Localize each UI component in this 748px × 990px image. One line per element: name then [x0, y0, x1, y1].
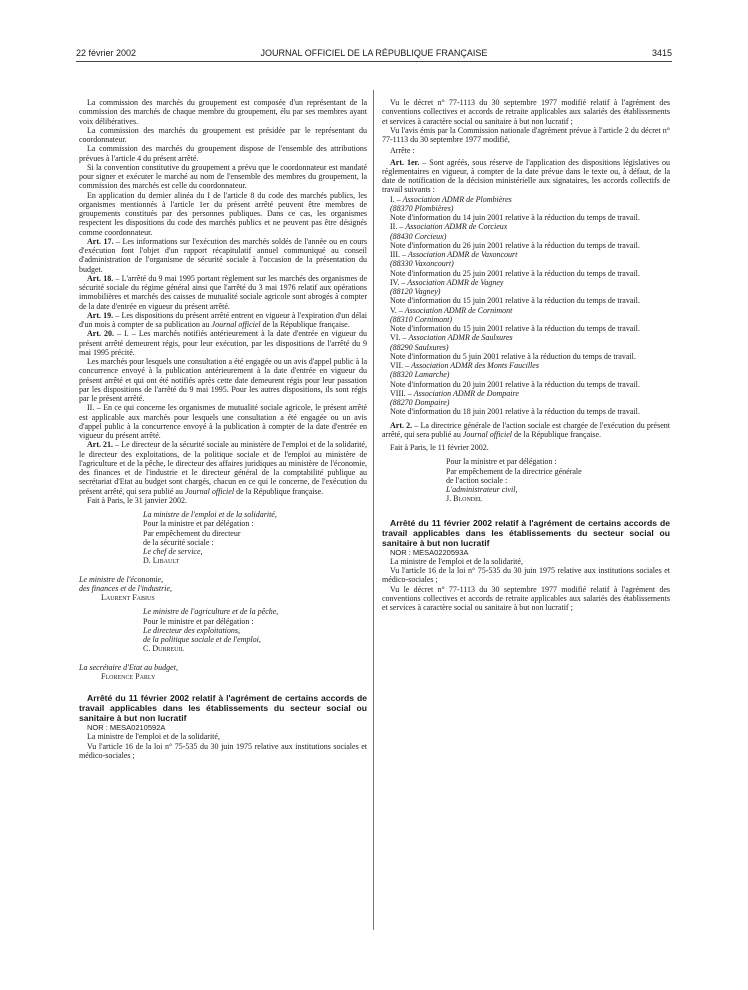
page-header [76, 48, 672, 62]
association-location: (88290 Saulxures) [390, 342, 449, 352]
signing-place-date: Fait à Paris, le 31 janvier 2002. [87, 495, 187, 505]
article-label: Art. 18. [87, 273, 114, 283]
article-label: Art. 20. [87, 329, 115, 339]
signature-block-emploi: La ministre de l'emploi et de la solidarité, Pour la ministre et par délégation : Par empêchement du directeur de la sécurité sociale : Le chef de service, D. Libault [135, 510, 367, 566]
association-location: (88330 Vaxoncourt) [390, 259, 454, 269]
decree-title: Arrêté du 11 février 2002 relatif à l'agrément de certains accords de travail applicables dans les établissements du secteur social ou sanitaire à but non lucratif [382, 517, 670, 548]
association-name: Association ADMR des Monts Faucilles [411, 361, 539, 370]
paragraph: La commission des marchés du groupement dispose de l'ensemble des attributions prévues à l'article 4 du présent arrêté. [79, 144, 367, 163]
article-17: Art. 17. – Les informations sur l'exécution des marchés soldés de l'année ou en cours d'exécution font l'objet d'un rapport récapitulatif annuel communiqué au conseil d'administration de l'organisme de sécurité sociale à l'occasion de la présentation du budget. [79, 236, 367, 274]
nor-reference: NOR : MESA0220593A [390, 547, 469, 557]
paragraph: La ministre de l'emploi et de la solidarité, [390, 556, 523, 566]
association-location: (88430 Corcieux) [390, 231, 447, 241]
note-information: Note d'information du 5 juin 2001 relative à la réduction du temps de travail. [390, 351, 636, 361]
article-label: Art. 17. [87, 236, 114, 246]
note-information: Note d'information du 15 juin 2001 relative à la réduction du temps de travail. [390, 296, 640, 306]
article-label: Art. 1er. [390, 157, 420, 167]
article-21: Art. 21. – Le directeur de la sécurité sociale au ministère de l'emploi et de la solidarité, le directeur des exploitations, de la politique sociale et de l'emploi au ministère de l'agriculture et de la pêche, le directeur des affaires juridiques au ministère de l'économie, des finances et de l'industrie et le directeur général de la comptabilité publique au secrétariat d'Etat au budget sont chargés, chacun en ce qui le concerne, de l'exécution du présent arrêté, qui sera publié au Journal officiel de la République française. [79, 440, 367, 496]
article-label: Art. 21. [87, 440, 114, 450]
signature-block-agriculture: Le ministre de l'agriculture et de la pêche, Pour le ministre et par délégation : Le directeur des exploitations, de la politique sociale et de l'emploi, C. Dubreuil [135, 607, 367, 653]
association-section: V. – Association ADMR de Cornimont (88310 Cornimont) Note d'information du 15 juin 2001 relative à la réduction du temps de travail. [382, 306, 670, 334]
association-name: Association ADMR de Vaxoncourt [408, 250, 518, 259]
paragraph: En application du dernier alinéa du I de l'article 8 du code des marchés publics, les organismes mentionnés à l'article 1er du présent arrêté peuvent être membres de groupements constitués par des personnes publiques. Dans ce cas, les organismes respectent les dispositions du code des marchés publics et ne peuvent pas être désignés comme coordonnateur. [79, 190, 367, 237]
paragraph: Si la convention constitutive du groupement a prévu que le coordonnateur est mandaté pour signer et exécuter le marché au nom de l'ensemble des membres du groupement, la commission des marchés est celle du coordonnateur. [79, 162, 367, 191]
paragraph: Vu l'article 16 de la loi n° 75-535 du 30 juin 1975 relative aux institutions sociales et médico-sociales ; [79, 741, 367, 760]
association-section: VIII. – Association ADMR de Dompaire (88270 Dompaire) Note d'information du 18 juin 2001 relative à la réduction du temps de travail. [382, 389, 670, 417]
note-information: Note d'information du 26 juin 2001 relative à la réduction du temps de travail. [390, 240, 640, 250]
right-column [382, 98, 670, 612]
association-name: Association ADMR de Corcieux [405, 222, 508, 232]
signatory-name: Florence Parly [101, 671, 156, 681]
association-location: (88270 Dompaire) [390, 398, 450, 407]
paragraph: La commission des marchés du groupement est présidée par le représentant du coordonnateur. [79, 125, 367, 144]
header-rule [76, 61, 672, 62]
paragraph: Vu le décret n° 77-1113 du 30 septembre 1977 modifié relatif à l'agrément des conventions collectives et accords de retraite applicables aux salariés des établissements et services à caractère social ou sanitaire à but non lucratif ; [382, 584, 670, 612]
association-section: III. – Association ADMR de Vaxoncourt (88330 Vaxoncourt) Note d'information du 25 juin 2001 relative à la réduction du temps de travail. [382, 250, 670, 278]
note-information: Note d'information du 14 juin 2001 relative à la réduction du temps de travail. [390, 213, 640, 222]
left-column [79, 98, 367, 760]
nor-reference: NOR : MESA0210592A [87, 723, 166, 732]
paragraph: II. – En ce qui concerne les organismes de mutualité sociale agricole, le présent arrêté est applicable aux marchés pour lesquels une consultation a été engagée ou un avis d'appel public à la concurrence envoyé à la publication à compter de la date d'entrée en vigueur du présent arrêté. [79, 403, 367, 440]
note-information: Note d'information du 25 juin 2001 relative à la réduction du temps de travail. [390, 268, 640, 278]
paragraph: La commission des marchés du groupement est composée d'un représentant de la commission des marchés de chaque membre du groupement, élu par ses membres ayant voix délibératives. [79, 98, 367, 126]
association-section: II. – Association ADMR de Corcieux (88430 Corcieux) Note d'information du 26 juin 2001 relative à la réduction du temps de travail. [382, 222, 670, 250]
association-section: I. – Association ADMR de Plombières (88370 Plombières) Note d'information du 14 juin 2001 relative à la réduction du temps de travail. [382, 195, 670, 223]
association-section: IV. – Association ADMR de Vagney (88120 Vagney) Note d'information du 15 juin 2001 relative à la réduction du temps de travail. [382, 278, 670, 306]
signing-place-date: Fait à Paris, le 11 février 2002. [390, 443, 489, 452]
note-information: Note d'information du 18 juin 2001 relative à la réduction du temps de travail. [390, 407, 640, 417]
arrete-heading: Arrête : [390, 146, 415, 156]
signatory-name: C. Dubreuil [143, 644, 185, 654]
signatory-name: J. Blondel [446, 494, 483, 504]
article-label: Art. 19. [87, 310, 114, 320]
signature-block-economie: Le ministre de l'économie, des finances et de l'industrie, Laurent Fabius [79, 575, 367, 603]
article-label: Art. 2. [390, 420, 413, 430]
header-title: JOURNAL OFFICIEL DE LA RÉPUBLIQUE FRANÇAISE [260, 48, 488, 58]
paragraph: Vu le décret n° 77-1113 du 30 septembre 1977 modifié relatif à l'agrément des conventions collectives et accords de retraite applicables aux salariés des établissements et services à caractère social ou sanitaire à but non lucratif ; [382, 98, 670, 126]
association-name: Association ADMR de Cornimont [404, 305, 513, 315]
article-18: Art. 18. – L'arrêté du 9 mai 1995 portant règlement sur les marchés des organismes de sécurité sociale du régime général ainsi que l'arrêté du 3 mai 1976 relatif aux opérations immobilières et marchés des caisses de mutualité sociale agricole sont abrogés à compter de la date d'entrée en vigueur du présent arrêté. [79, 273, 367, 311]
paragraph: La ministre de l'emploi et de la solidarité, [87, 732, 220, 742]
article-1: Art. 1er. – Sont agréés, sous réserve de l'application des dispositions législatives ou réglementaires en vigueur, à compter de la date prévue dans le texte ou, à défaut, de la date de notification de la décision ministérielle aux signataires, les accords collectifs de travail suivants : [382, 157, 670, 195]
note-information: Note d'information du 20 juin 2001 relative à la réduction du temps de travail. [390, 379, 640, 389]
decree-title: Arrêté du 11 février 2002 relatif à l'agrément de certains accords de travail applicables dans les établissements du secteur social ou sanitaire à but non lucratif [79, 693, 367, 723]
note-information: Note d'information du 15 juin 2001 relative à la réduction du temps de travail. [390, 324, 640, 333]
association-location: (88120 Vagney) [390, 287, 441, 296]
paragraph: Vu l'avis émis par la Commission nationale d'agrément prévue à l'article 2 du décret n° 77-1113 du 30 septembre 1977 modifié, [382, 125, 670, 144]
association-location: (88320 Lamarche) [390, 370, 450, 380]
signature-block-budget: La secrétaire d'Etat au budget, Florence Parly [79, 663, 367, 682]
signatory-name: Laurent Fabius [101, 593, 155, 602]
association-name: Association ADMR de Saulxures [408, 333, 513, 343]
header-date: 22 février 2002 [76, 48, 137, 58]
association-section: VII. – Association ADMR des Monts Faucilles (88320 Lamarche) Note d'information du 20 juin 2001 relative à la réduction du temps de travail. [382, 361, 670, 389]
association-location: (88310 Cornimont) [390, 314, 452, 324]
paragraph: Vu l'article 16 de la loi n° 75-535 du 30 juin 1975 relative aux institutions sociales et médico-sociales ; [382, 566, 670, 585]
association-location: (88370 Plombières) [390, 203, 454, 213]
association-name: Association ADMR de Vagney [407, 277, 504, 287]
article-19: Art. 19. – Les dispositions du présent arrêté entrent en vigueur à l'expiration d'un délai d'un mois à compter de sa publication au Journal officiel de la République française. [79, 310, 367, 329]
article-2: Art. 2. – La directrice générale de l'action sociale est chargée de l'exécution du présent arrêté, qui sera publié au Journal officiel de la République française. [382, 420, 670, 439]
article-20: Art. 20. – I. – Les marchés notifiés antérieurement à la date d'entrée en vigueur du présent arrêté demeurent régis, pour leur exécution, par les dispositions de l'arrêté du 9 mai 1995 précité. [79, 329, 367, 357]
column-divider [373, 90, 374, 930]
association-section: VI. – Association ADMR de Saulxures (88290 Saulxures) Note d'information du 5 juin 2001 relative à la réduction du temps de travail. [382, 333, 670, 361]
header-page-number: 3415 [651, 48, 672, 58]
signatory-name: D. Libault [143, 556, 180, 566]
association-name: Association ADMR de Dompaire [413, 388, 519, 398]
association-name: Association ADMR de Plombières [402, 194, 512, 204]
signature-block-action-sociale: Pour la ministre et par délégation : Par empêchement de la directrice générale de l'action sociale : L'administrateur civil, J. Blondel [438, 457, 670, 503]
paragraph: Les marchés pour lesquels une consultation a été engagée ou un avis d'appel public à la concurrence envoyé à la publication antérieurement à la date d'entrée en vigueur du présent arrêté et qui ont été notifiés après cette date demeurent régis pour leur passation par les dispositions de l'arrêté du 9 mai 1995. Pour les autres dispositions, ils sont régis par le présent arrêté. [79, 357, 367, 403]
